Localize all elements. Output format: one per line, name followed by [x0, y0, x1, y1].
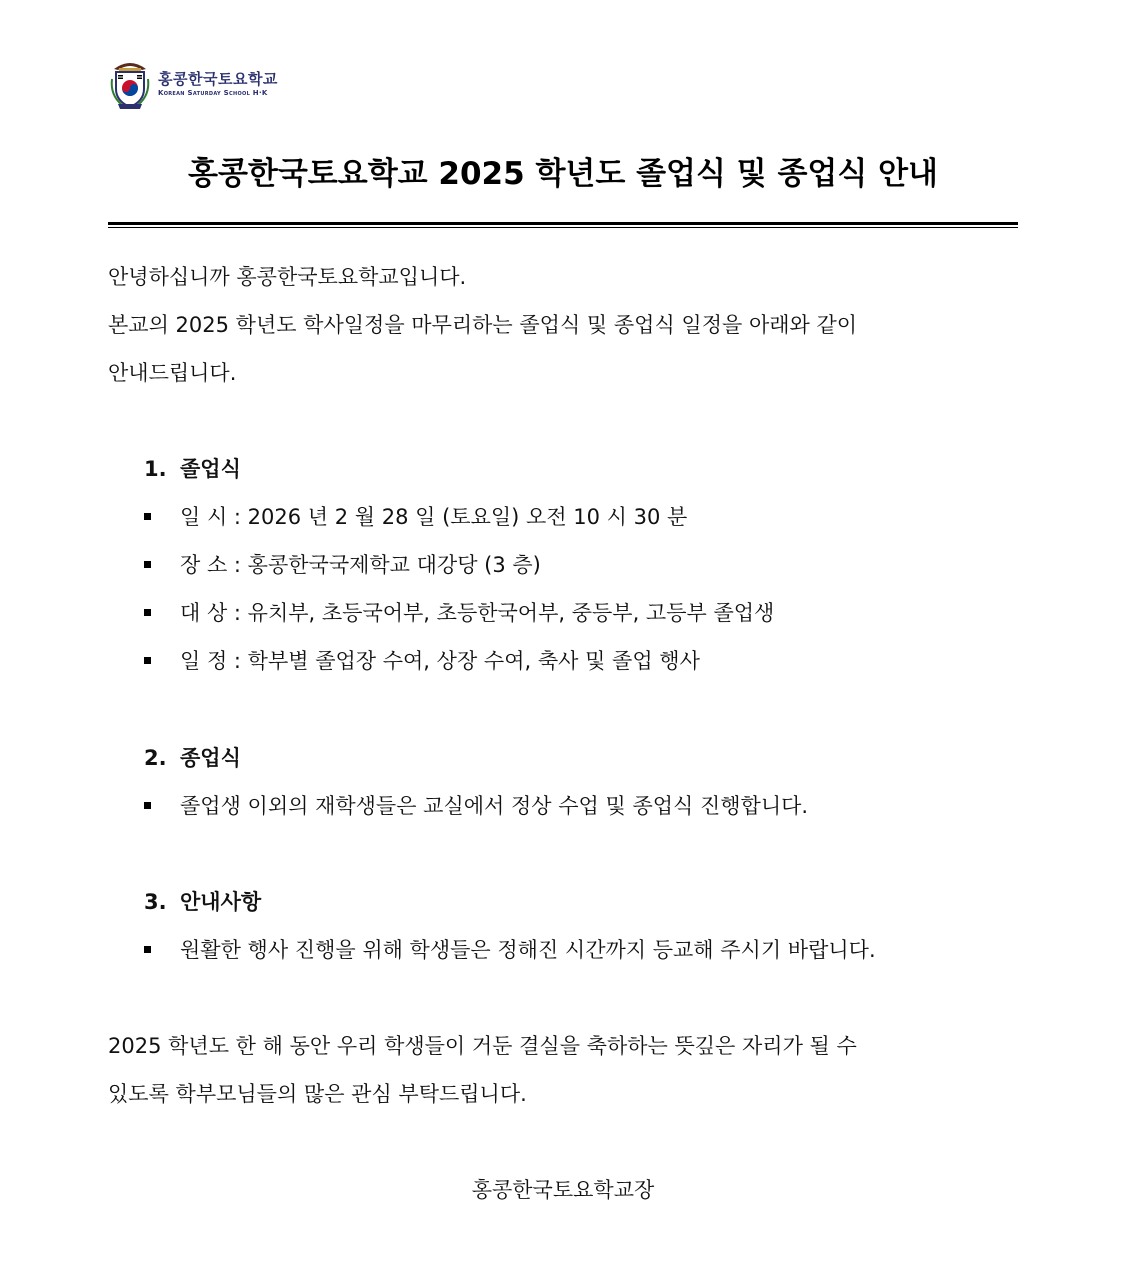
list-item [144, 589, 774, 637]
list-item [144, 541, 541, 589]
logo-text [158, 70, 278, 98]
title-double-rule [108, 222, 1018, 228]
section-number: 2. [144, 746, 167, 770]
section-heading-graduation [144, 445, 241, 493]
list-item [144, 637, 700, 685]
list-item-text: 일 시 : 2026 년 2 월 28 일 (토요일) 오전 10 시 30 분 [180, 505, 688, 529]
section-title: 안내사항 [180, 890, 262, 914]
bullet-square-icon [144, 657, 151, 664]
school-logo [108, 56, 278, 112]
intro-line: 안내드립니다. [108, 361, 237, 385]
list-item-text: 졸업생 이외의 재학생들은 교실에서 정상 수업 및 종업식 진행합니다. [180, 794, 809, 818]
section-title: 종업식 [180, 746, 241, 770]
section-heading-notice [144, 878, 261, 926]
bullet-square-icon [144, 513, 151, 520]
closing-line: 2025 학년도 한 해 동안 우리 학생들이 거둔 결실을 축하하는 뜻깊은 자리가 될 수 [108, 1034, 857, 1058]
intro-line: 안녕하십니까 홍콩한국토요학교입니다. [108, 265, 467, 289]
list-item-text: 일 정 : 학부별 졸업장 수여, 상장 수여, 축사 및 졸업 행사 [180, 649, 700, 673]
section-number: 1. [144, 457, 167, 481]
logo-name-korean: 홍콩한국토요학교 [158, 70, 278, 88]
bullet-square-icon [144, 946, 151, 953]
list-item [144, 926, 876, 974]
section-heading-closing-ceremony [144, 734, 241, 782]
bullet-square-icon [144, 561, 151, 568]
school-crest-icon [108, 57, 152, 111]
section-title: 졸업식 [180, 457, 241, 481]
section-number: 3. [144, 890, 167, 914]
closing-line: 있도록 학부모님들의 많은 관심 부탁드립니다. [108, 1082, 527, 1106]
list-item-text: 대 상 : 유치부, 초등국어부, 초등한국어부, 중등부, 고등부 졸업생 [180, 601, 775, 625]
bullet-square-icon [144, 609, 151, 616]
list-item-text: 장 소 : 홍콩한국국제학교 대강당 (3 층) [180, 553, 541, 577]
intro-line: 본교의 2025 학년도 학사일정을 마무리하는 졸업식 및 종업식 일정을 아래와 같이 [108, 313, 858, 337]
principal-signature: 홍콩한국토요학교장 [471, 1178, 655, 1202]
list-item [144, 782, 808, 830]
document-title: 홍콩한국토요학교 2025 학년도 졸업식 및 종업식 안내 [188, 156, 938, 192]
list-item-text: 원활한 행사 진행을 위해 학생들은 정해진 시간까지 등교해 주시기 바랍니다. [180, 938, 876, 962]
list-item [144, 493, 687, 541]
bullet-square-icon [144, 802, 151, 809]
logo-name-english: Korean Saturday School H·K [158, 89, 268, 97]
